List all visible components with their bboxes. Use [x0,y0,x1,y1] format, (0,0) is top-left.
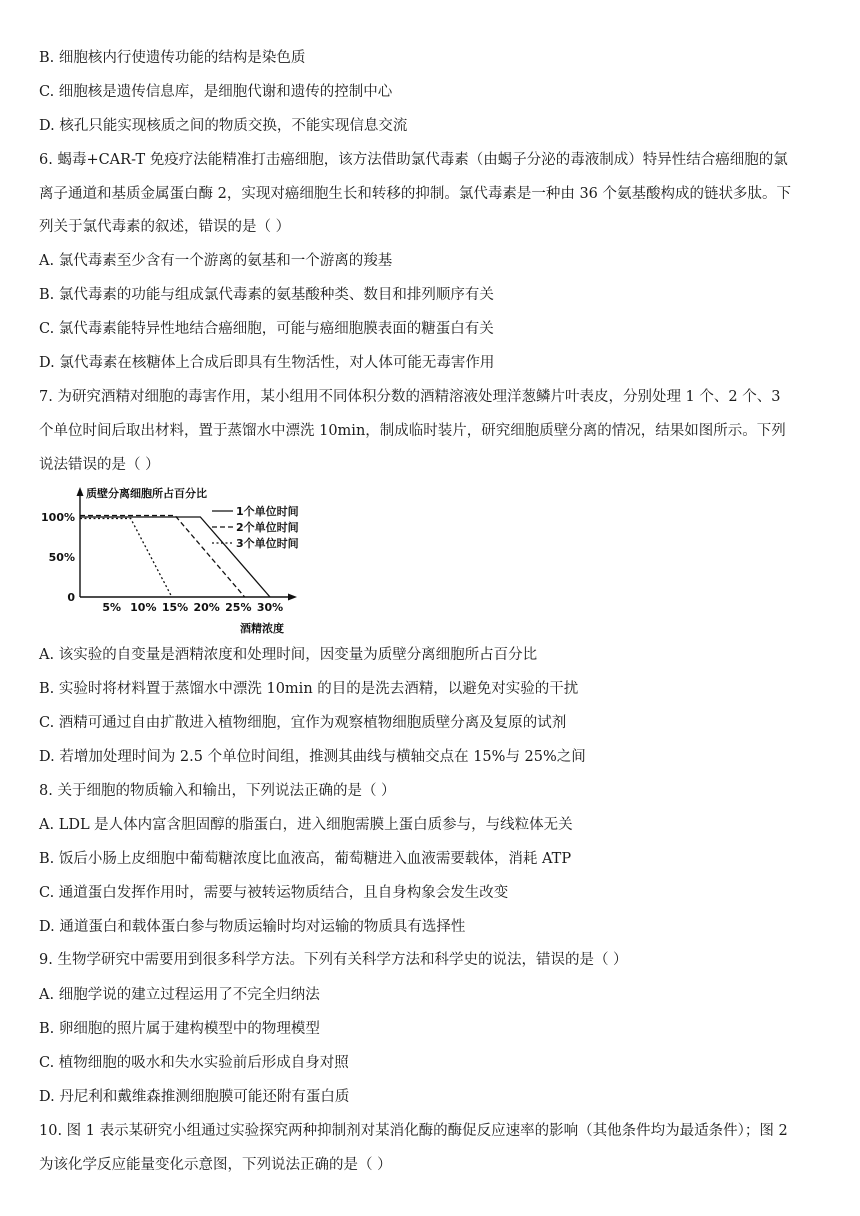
x-tick-label: 20% [193,601,220,614]
option-9d: D. 丹尼利和戴维森推测细胞膜可能还附有蛋白质 [39,1089,350,1105]
option-9c: C. 植物细胞的吸水和失水实验前后形成自身对照 [39,1055,349,1071]
option-8d: D. 通道蛋白和载体蛋白参与物质运输时均对运输的物质具有选择性 [39,919,466,935]
legend-label-2: 2个单位时间 [236,521,299,534]
x-tick-label: 25% [225,601,252,614]
option-6b: B. 氯代毒素的功能与组成氯代毒素的氨基酸种类、数目和排列顺序有关 [39,287,494,303]
question-6-stem-cont: 离子通道和基质金属蛋白酶 2，实现对癌细胞生长和转移的抑制。氯代毒素是一种由 36 个氨基酸构成的链状多肽。下 [39,186,791,202]
option-7b: B. 实验时将材料置于蒸馏水中漂洗 10min 的目的是洗去酒精，以避免对实验的干扰 [39,681,579,697]
y-axis-label: 质壁分离细胞所占百分比 [86,487,207,500]
chart-svg [40,484,340,636]
alcohol-plasmolysis-chart [40,484,340,636]
option-5c: C. 细胞核是遗传信息库，是细胞代谢和遗传的控制中心 [39,84,393,100]
x-tick-label: 30% [256,601,284,614]
x-axis-arrow [288,594,297,601]
option-8a: A. LDL 是人体内富含胆固醇的脂蛋白，进入细胞需膜上蛋白质参与，与线粒体无关 [39,817,573,833]
option-9a: A. 细胞学说的建立过程运用了不完全归纳法 [39,987,320,1003]
x-tick-label: 15% [161,601,189,614]
x-tick-label: 5% [102,601,122,614]
option-5b: B. 细胞核内行使遗传功能的结构是染色质 [39,50,306,66]
y-tick-label: 100% [41,511,75,524]
legend-label-1: 1个单位时间 [236,505,299,518]
option-7a: A. 该实验的自变量是酒精浓度和处理时间，因变量为质壁分离细胞所占百分比 [39,647,538,663]
option-7c: C. 酒精可通过自由扩散进入植物细胞，宜作为观察植物细胞质壁分离及复原的试剂 [39,715,567,731]
question-10-stem: 10. 图 1 表示某研究小组通过实验探究两种抑制剂对某消化酶的酶促反应速率的影响（其他条件均为最适条件）；图 2 [39,1123,788,1139]
question-7-stem-cont: 个单位时间后取出材料，置于蒸馏水中漂洗 10min，制成临时装片，研究细胞质壁分离的情况，结果如图所示。下列 [39,423,786,439]
question-7-stem: 7. 为研究酒精对细胞的毒害作用，某小组用不同体积分数的酒精溶液处理洋葱鳞片叶表皮，分别处理 1 个、2 个、3 [39,389,781,405]
question-6-stem: 6. 蝎毒+CAR-T 免疫疗法能精准打击癌细胞，该方法借助氯代毒素（由蝎子分泌的毒液制成）特异性结合癌细胞的氯 [39,152,788,168]
option-6a: A. 氯代毒素至少含有一个游离的氨基和一个游离的羧基 [39,253,393,269]
y-tick-label: 50% [48,551,75,564]
option-9b: B. 卵细胞的照片属于建构模型中的物理模型 [39,1021,320,1037]
option-6c: C. 氯代毒素能特异性地结合癌细胞，可能与癌细胞膜表面的糖蛋白有关 [39,321,494,337]
option-6d: D. 氯代毒素在核糖体上合成后即具有生物活性，对人体可能无毒害作用 [39,355,495,371]
option-7d: D. 若增加处理时间为 2.5 个单位时间组，推测其曲线与横轴交点在 15%与 25%之间 [39,749,586,765]
question-7-stem-cont: 说法错误的是（ ） [39,457,160,473]
series-line-3 [80,519,172,598]
question-6-stem-cont: 列关于氯代毒素的叙述，错误的是（ ） [39,219,291,235]
y-tick-label: 0 [67,591,75,604]
question-9-stem: 9. 生物学研究中需要用到很多科学方法。下列有关科学方法和科学史的说法，错误的是（ ） [39,952,628,968]
option-8b: B. 饭后小肠上皮细胞中葡萄糖浓度比血液高，葡萄糖进入血液需要载体，消耗 ATP [39,851,572,867]
option-5d: D. 核孔只能实现核质之间的物质交换，不能实现信息交流 [39,118,408,134]
legend-label-3: 3个单位时间 [236,537,299,550]
x-axis-label: 酒精浓度 [240,622,284,635]
question-10-stem-cont: 为该化学反应能量变化示意图，下列说法正确的是（ ） [39,1157,392,1173]
question-8-stem: 8. 关于细胞的物质输入和输出，下列说法正确的是（ ） [39,783,396,799]
option-8c: C. 通道蛋白发挥作用时，需要与被转运物质结合，且自身构象会发生改变 [39,885,509,901]
x-tick-label: 10% [130,601,157,614]
y-axis-arrow [77,487,84,496]
series-line-2 [80,516,245,598]
